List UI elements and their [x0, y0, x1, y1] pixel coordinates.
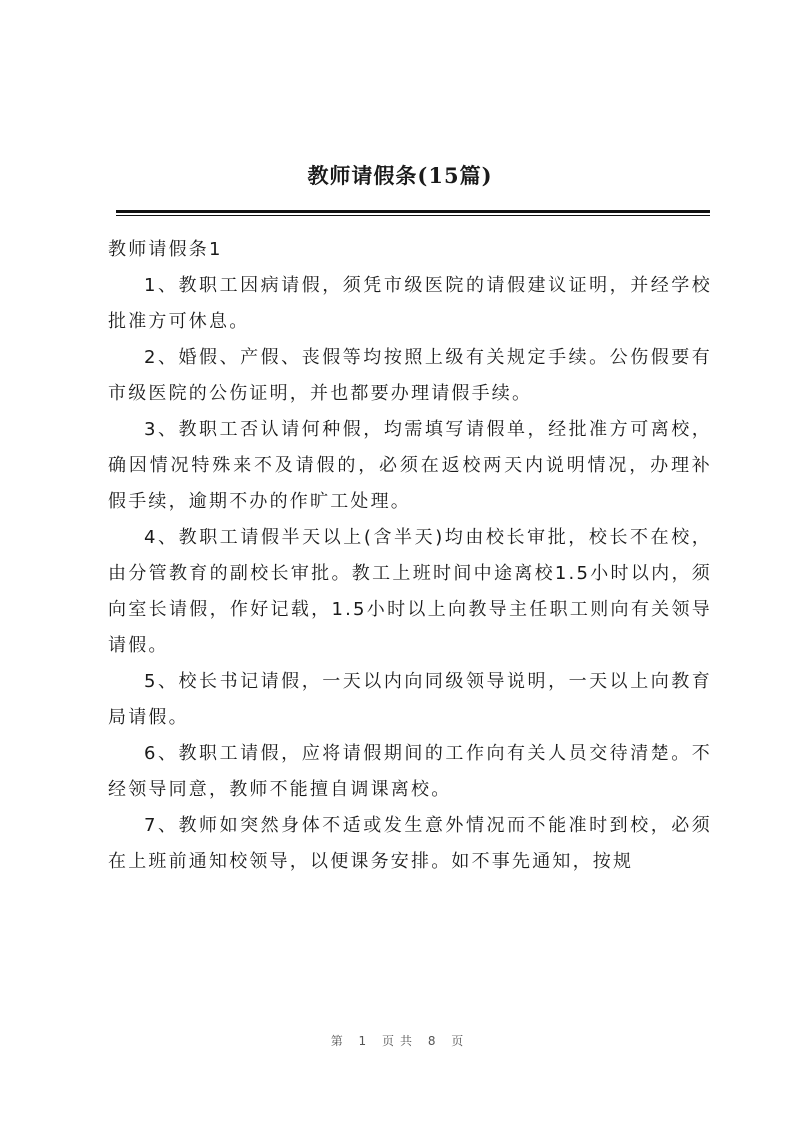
paragraph-2: 2、婚假、产假、丧假等均按照上级有关规定手续。公伤假要有市级医院的公伤证明，并也都要办理请假手续。: [108, 347, 712, 404]
paragraph-5: 5、校长书记请假，一天以内向同级领导说明，一天以上向教育局请假。: [108, 671, 712, 728]
title-rule-thin: [116, 215, 710, 216]
page-footer: 第 1 页共 8 页: [330, 1034, 470, 1048]
paragraph-1: 1、教职工因病请假，须凭市级医院的请假建议证明，并经学校批准方可休息。: [108, 275, 712, 332]
document-body: [108, 232, 712, 880]
paragraph-3: 3、教职工否认请何种假，均需填写请假单，经批准方可离校，确因情况特殊来不及请假的，必须在返校两天内说明情况，办理补假手续，逾期不办的作旷工处理。: [108, 419, 712, 512]
section-heading: 教师请假条1: [108, 239, 223, 260]
paragraph-7: 7、教师如突然身体不适或发生意外情况而不能准时到校，必须在上班前通知校领导，以便课务安排。如不事先通知，按规: [108, 815, 712, 872]
title-rule-thick: [116, 210, 710, 213]
paragraph-6: 6、教职工请假，应将请假期间的工作向有关人员交待清楚。不经领导同意，教师不能擅自调课离校。: [108, 743, 712, 800]
document-title: 教师请假条(15篇): [307, 163, 493, 188]
paragraph-4: 4、教职工请假半天以上(含半天)均由校长审批，校长不在校，由分管教育的副校长审批。教工上班时间中途离校1.5小时以内，须向室长请假，作好记载，1.5小时以上向教导主任职工则向有关领导请假。: [108, 527, 712, 656]
